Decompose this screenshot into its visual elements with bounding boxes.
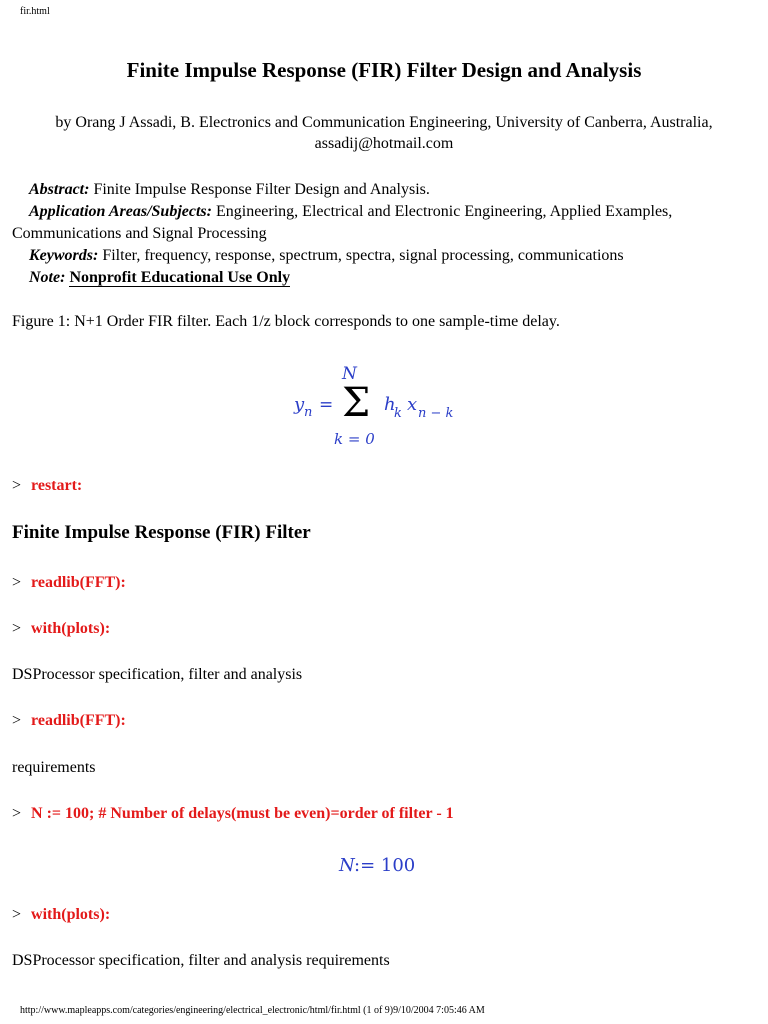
abstract-text: Finite Impulse Response Filter Design and Analysis. [89, 181, 430, 198]
formula-upper-limit: N [342, 364, 357, 384]
keywords-label: Keywords: [29, 247, 99, 264]
prompt-symbol: > [12, 620, 22, 637]
file-label: fir.html [20, 6, 50, 17]
nonprofit-use-link[interactable]: Nonprofit Educational Use Only [69, 269, 291, 286]
cmd-n-assign [12, 805, 454, 823]
byline-author: by Orang J Assadi, B. Electronics and Communication Engineering, University of Canberra, Australia, [55, 114, 713, 131]
abstract-block [12, 179, 756, 289]
cmd-with-plots-2-code[interactable]: with(plots): [31, 906, 111, 923]
cmd-with-plots-2 [12, 906, 110, 924]
page-title: Finite Impulse Response (FIR) Filter Design and Analysis [126, 58, 642, 82]
areas-label: Application Areas/Subjects: [29, 203, 212, 220]
fir-formula-svg [284, 358, 484, 448]
cmd-with-plots-1 [12, 620, 110, 638]
n-result-value: := 100 [354, 855, 416, 876]
formula-x: x [407, 394, 418, 415]
formula-h-sub: k [394, 406, 402, 421]
cmd-readlib-2-code[interactable]: readlib(FFT): [31, 712, 126, 729]
prompt-symbol: > [12, 477, 22, 494]
cmd-readlib-1-code[interactable]: readlib(FFT): [31, 574, 126, 591]
fir-formula [0, 358, 768, 448]
formula-sigma: Σ [342, 380, 371, 426]
n-result-var: N [339, 855, 355, 876]
abstract-line [12, 179, 756, 201]
formula-lower-limit: k = 0 [334, 430, 375, 448]
section-heading: Finite Impulse Response (FIR) Filter [12, 522, 311, 543]
keywords-text: Filter, frequency, response, spectrum, spectra, signal processing, communications [98, 247, 624, 264]
formula-x-sub: n − k [418, 406, 454, 421]
formula-lhs-sub: n [304, 405, 313, 420]
areas-line [12, 201, 756, 223]
formula-equals: = [319, 395, 334, 415]
figure-caption: Figure 1: N+1 Order FIR filter. Each 1/z block corresponds to one sample-time delay. [12, 313, 560, 330]
n-result [0, 850, 768, 885]
footer-url: http://www.mapleapps.com/categories/engineering/electrical_electronic/html/fir.html (1 of 9)9/10/2004 7:05:46 AM [20, 1005, 485, 1016]
cmd-readlib-2 [12, 712, 126, 730]
prompt-symbol: > [12, 805, 22, 822]
cmd-n-assign-code[interactable]: N := 100; # Number of delays(must be even)=order of filter - 1 [31, 805, 454, 822]
byline-email: assadij@hotmail.com [314, 135, 454, 152]
formula-h: h [384, 394, 396, 415]
dsp-spec-text-1: DSProcessor specification, filter and analysis [12, 666, 303, 683]
cmd-restart-code[interactable]: restart: [31, 477, 83, 494]
areas-text: Engineering, Electrical and Electronic Engineering, Applied Examples, [211, 203, 673, 220]
prompt-symbol: > [12, 712, 22, 729]
requirements-text: requirements [12, 759, 96, 776]
note-label: Note: [29, 269, 66, 286]
cmd-restart [12, 477, 82, 495]
formula-lhs-var: y [294, 394, 305, 415]
keywords-line [12, 245, 756, 267]
note-line [12, 267, 756, 289]
abstract-label: Abstract: [29, 181, 90, 198]
prompt-symbol: > [12, 906, 22, 923]
n-result-svg [329, 850, 439, 880]
dsp-spec-text-2: DSProcessor specification, filter and analysis requirements [12, 952, 390, 969]
byline [12, 112, 756, 154]
cmd-readlib-1 [12, 574, 126, 592]
areas-line-continued: Communications and Signal Processing [12, 225, 267, 242]
cmd-with-plots-1-code[interactable]: with(plots): [31, 620, 111, 637]
prompt-symbol: > [12, 574, 22, 591]
